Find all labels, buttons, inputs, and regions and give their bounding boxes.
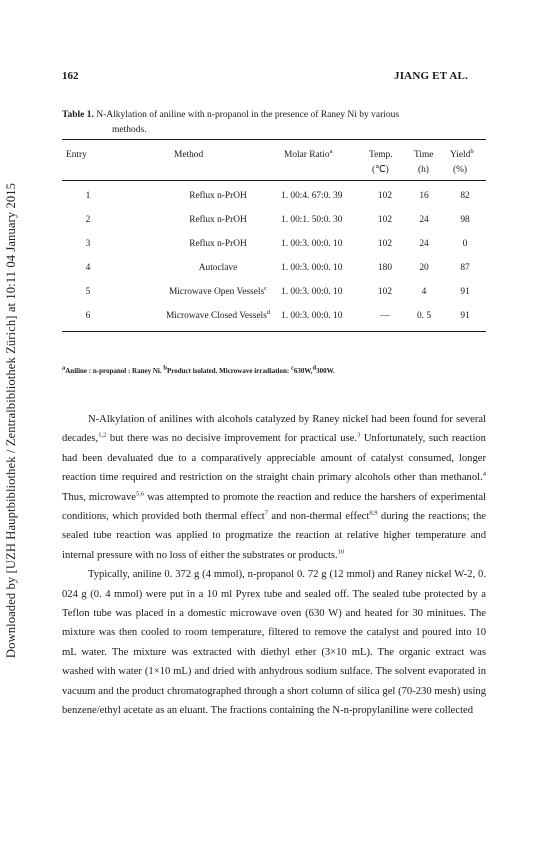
row-6-yield: 91	[460, 311, 470, 321]
col-header-ratio: Molar Ratio$^a$	[284, 147, 333, 160]
col-unit-time: (h)	[418, 165, 429, 175]
table-caption	[62, 108, 492, 135]
row-6-temp: —	[380, 311, 390, 321]
row-3-entry: 3	[85, 239, 91, 249]
row-2-method: Reflux n-PrOH	[189, 215, 247, 225]
row-4-ratio: 1. 00:3. 00:0. 10	[281, 263, 343, 273]
row-4-method: Autoclave	[198, 263, 238, 273]
yield-footnote-mark: b	[470, 147, 474, 155]
row-4-entry: 4	[85, 263, 91, 273]
table-caption-text-cont: methods.	[112, 125, 147, 135]
paragraph: N-Alkylation of anilines with alcohols catalyzed by Raney nickel had been found for several decades,$^{1,2}$ but there was no decisive improvement for practical use.$^3$ Unfortunately, such reaction had been devaluated due to a comparatively appreciable amount of catalyst consumed, longer reaction time required and restriction on the straight chain primary alcohols other than methanol.$^4$ Thus, microwave$^{5,6}$ was attempted to promote the reaction and reduce the harshers of experimental conditions, which provided both thermal effect$^7$ and non-thermal effect$^{8,9}$ during the reactions; the sealed tube reaction was applied to progmatize the reaction at relative higher temperature and internal pressure with no loss of either the substrates or products.$^{10}$	[62, 414, 487, 561]
table-bottom-rule	[62, 331, 486, 332]
row-2-entry: 2	[85, 215, 91, 225]
row-6-time: 0. 5	[416, 311, 432, 321]
page-number: 162	[62, 70, 79, 82]
row-4-yield: 87	[460, 263, 470, 273]
row-1-ratio: 1. 00:4. 67:0. 39	[281, 191, 343, 201]
table-caption-text: N-Alkylation of aniline with n-propanol in the presence of Raney Ni by various	[96, 110, 400, 120]
row-3-ratio: 1. 00:3. 00:0. 10	[281, 239, 343, 249]
col-header-method: Method	[174, 150, 204, 160]
row-2-temp: 102	[377, 215, 393, 225]
row-2-yield: 98	[460, 215, 470, 225]
table-top-rule	[62, 139, 486, 140]
row-1-entry: 1	[85, 191, 91, 201]
col-unit-temp: (℃)	[372, 165, 389, 175]
row-2-ratio: 1. 00:1. 50:0. 30	[281, 215, 343, 225]
row-5-time: 4	[421, 287, 427, 297]
col-unit-yield: (%)	[453, 165, 468, 175]
row-5-temp: 102	[377, 287, 393, 297]
ratio-footnote-mark: a	[329, 147, 333, 155]
table-footnote: $^a$Aniline : n-propanol : Raney Ni. $^b$Product isolated. Microwave irradiation: $^c$630W,$^d$300W.	[62, 364, 335, 375]
row-1-time: 16	[419, 191, 429, 201]
download-watermark	[4, 30, 20, 810]
row-3-time: 24	[419, 239, 429, 249]
col-header-yield: Yield$^b$	[450, 147, 474, 160]
row-1-method: Reflux n-PrOH	[189, 191, 247, 201]
row-3-method: Reflux n-PrOH	[189, 239, 247, 249]
table-caption-label: Table 1.	[62, 110, 94, 120]
col-header-time: Time	[414, 150, 434, 160]
row-5-yield: 91	[460, 287, 470, 297]
row-4-time: 20	[419, 263, 429, 273]
row-4-temp: 180	[377, 263, 393, 273]
row-1-yield: 82	[460, 191, 470, 201]
row-3-temp: 102	[377, 239, 393, 249]
paragraph: Typically, aniline 0. 372 g (4 mmol), n-propanol 0. 72 g (12 mmol) and Raney nickel W-2, 0. 024 g (0. 4 mmol) were put in a 10 ml Pyrex tube and sealed off. The sealed tube protected by a Teflon tube was placed in a domestic microwave oven (630 W) and heated for 30 minitues. The mixture was then cooled to room temperature, filtered to remove the catalyst and poured into 10 mL water. The mixture was extracted with diethyl ether (3×10 mL). The organic extract was washed with water (1×10 mL) and dried with anhydrous sodium sulface. The solvent evaporated in vacuum and the product chromatographed through a short column of silica gel (70-230 mesh) using benzene/ethyl acetate as an eluant. The fractions containing the N-n-propylaniline were collected	[62, 569, 486, 717]
row-1-temp: 102	[377, 191, 393, 201]
row-3-yield: 0	[462, 239, 468, 249]
row-5-entry: 5	[85, 287, 91, 297]
body-text	[62, 410, 486, 721]
row-6-method: Microwave Closed Vessels$^d$	[165, 308, 271, 321]
running-head: JIANG ET AL.	[394, 70, 469, 82]
col-header-entry: Entry	[66, 150, 87, 160]
download-watermark-text: Downloaded by [UZH Hauptbibliothek / Zentralbibliothek Zürich] at 10:11 04 January 2015	[4, 182, 19, 658]
row-6-ratio: 1. 00:3. 00:0. 10	[281, 311, 343, 321]
row-5-ratio: 1. 00:3. 00:0. 10	[281, 287, 343, 297]
col-header-temp: Temp.	[369, 150, 393, 160]
table-header-rule	[62, 180, 486, 181]
row-5-method: Microwave Open Vessels$^c$	[168, 284, 268, 297]
row-6-entry: 6	[85, 311, 91, 321]
row-2-time: 24	[419, 215, 429, 225]
